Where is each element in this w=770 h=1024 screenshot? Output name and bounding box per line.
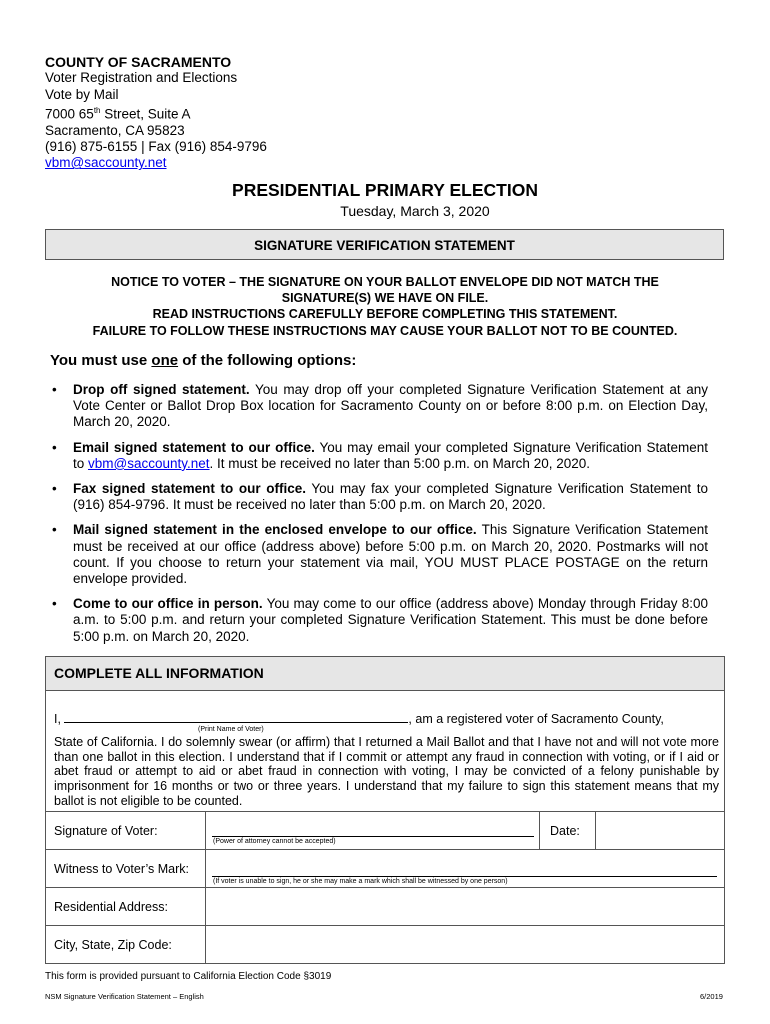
legal-citation: This form is provided pursuant to California Election Code §3019: [45, 971, 332, 982]
option-text: . It must be received no later than 5:00 p.m. on March 20, 2020.: [209, 455, 590, 471]
department: Voter Registration and Elections: [45, 70, 238, 86]
oath-statement: [54, 710, 719, 809]
oath-after-name: , am a registered voter of Sacramento County,: [408, 712, 664, 726]
options-heading: [50, 352, 356, 369]
address-label: Residential Address:: [46, 888, 206, 926]
option-title: Drop off signed statement.: [73, 382, 250, 397]
office-address-block: [45, 54, 267, 172]
oath-name-line: [54, 710, 719, 727]
options-heading-post: of the following options:: [178, 352, 357, 369]
street-address: [45, 103, 267, 123]
form-name: NSM Signature Verification Statement – English: [45, 992, 204, 1001]
date-field[interactable]: [596, 812, 725, 850]
option-text: This Signature Verification Statement must be received at our office (address above) before 5:00 p.m. on March 20, 2020. Postmarks will not count. If you choose to return your statement via mail, YOU MUST PLACE POSTAGE on the return envelope provided.: [73, 522, 709, 587]
option-title: Fax signed statement to our office.: [73, 481, 306, 497]
oath-body: State of California. I do solemnly swear (or affirm) that I returned a Mail Ballot and that I have not and will not vote more than one ballot in this election. I understand that if I commit or attempt any fraud in connection with voting, or if I aid or abet fraud or attempt to aid or abet fraud in connection with voting, I may be convicted of a felony punishable by imprisonment for 16 months or two or three years. I understand that my failure to sign this statement means that my ballot is not eligible to be counted.: [54, 734, 719, 808]
street-suffix: th: [93, 105, 101, 115]
city-field[interactable]: [206, 926, 725, 964]
witness-row: [46, 850, 725, 888]
print-name-caption: (Print Name of Voter): [198, 726, 264, 733]
return-options-list: [52, 382, 708, 654]
option-in-person: [52, 596, 708, 645]
voter-info-table: [45, 811, 725, 964]
signature-label: Signature of Voter:: [46, 812, 206, 850]
program: Vote by Mail: [45, 86, 119, 102]
election-date: Tuesday, March 3, 2020: [340, 203, 490, 219]
signature-line: [212, 836, 534, 837]
options-heading-emphasis: one: [151, 352, 179, 369]
print-name-field[interactable]: [64, 710, 408, 723]
option-text: You may drop off your completed Signature Verification Statement at any Vote Center or Ballot Drop Box location for Sacramento County on or before 8:00 p.m. on Election Day, March 20, 2020.: [73, 382, 708, 430]
city-label: City, State, Zip Code:: [46, 926, 206, 964]
option-drop-off: [52, 382, 708, 431]
city-line: Sacramento, CA 95823: [45, 122, 185, 138]
signature-field[interactable]: [206, 812, 540, 850]
signature-row: [46, 812, 725, 850]
street-number: 7000 65: [45, 106, 94, 122]
notice-line: READ INSTRUCTIONS CAREFULLY BEFORE COMPLETING THIS STATEMENT.: [152, 307, 618, 322]
option-title: Come to our office in person.: [73, 596, 263, 612]
options-heading-pre: You must use: [50, 352, 152, 369]
option-fax: [52, 481, 708, 513]
option-text: You may email your completed Signature Verification Statement to: [73, 439, 709, 471]
phone-fax: (916) 875-6155 | Fax (916) 854-9796: [45, 138, 267, 154]
witness-label: Witness to Voter’s Mark:: [46, 850, 206, 888]
option-email-link[interactable]: vbm@saccounty.net: [88, 455, 210, 471]
oath-start: I,: [54, 712, 65, 726]
witness-field[interactable]: [206, 850, 725, 888]
option-text: You may come to our office (address above) Monday through Friday 8:00 a.m. to 5:00 p.m. and return your completed Signature Verification Statement. This must be done before 5:00 p.m. on March 20, 2020.: [73, 596, 708, 644]
option-email: [52, 440, 708, 472]
witness-note: (If voter is unable to sign, he or she may make a mark which shall be witnessed by one person): [213, 878, 508, 885]
statement-title-bar: [45, 229, 724, 260]
street-name: Street, Suite A: [100, 106, 191, 122]
city-row: [46, 926, 725, 964]
signature-note: (Power of attorney cannot be accepted): [213, 838, 336, 845]
form-version: 6/2019: [700, 992, 723, 1001]
section-heading: COMPLETE ALL INFORMATION: [46, 657, 724, 691]
address-field[interactable]: [206, 888, 725, 926]
option-title: Email signed statement to our office.: [73, 439, 315, 455]
notice-line: SIGNATURE(S) WE HAVE ON FILE.: [281, 291, 489, 306]
notice-line: NOTICE TO VOTER – THE SIGNATURE ON YOUR BALLOT ENVELOPE DID NOT MATCH THE: [111, 275, 659, 289]
office-email-link[interactable]: vbm@saccounty.net: [45, 155, 167, 171]
address-row: [46, 888, 725, 926]
option-title: Mail signed statement in the enclosed envelope to our office.: [73, 522, 477, 538]
county-name: COUNTY OF SACRAMENTO: [45, 54, 232, 70]
voter-notice: [45, 274, 725, 339]
complete-information-section: [45, 656, 725, 964]
statement-title: SIGNATURE VERIFICATION STATEMENT: [254, 238, 515, 253]
witness-line: [212, 876, 717, 877]
page-title: PRESIDENTIAL PRIMARY ELECTION: [232, 180, 538, 200]
option-text: You may fax your completed Signature Verification Statement to (916) 854-9796. It must be received no later than 5:00 p.m. on March 20, 2020.: [73, 481, 708, 513]
notice-line: FAILURE TO FOLLOW THESE INSTRUCTIONS MAY CAUSE YOUR BALLOT NOT TO BE COUNTED.: [92, 323, 678, 338]
date-label: Date:: [540, 812, 596, 850]
option-mail: [52, 522, 708, 587]
